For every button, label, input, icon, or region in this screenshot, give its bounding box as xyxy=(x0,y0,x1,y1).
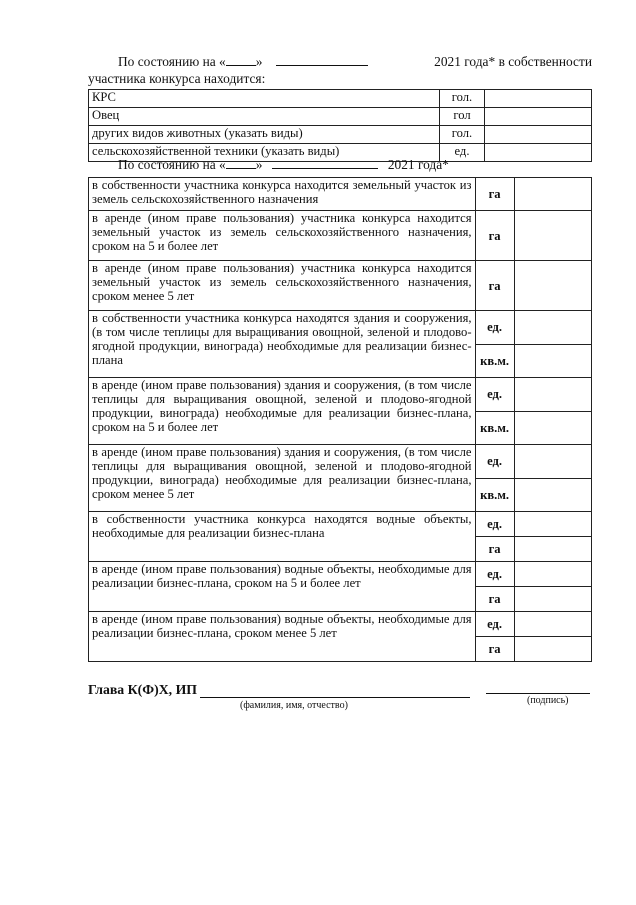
unit-label: кв.м. xyxy=(480,353,510,368)
property-desc-text: в аренде (ином праве пользования) здания и сооружения, (в том числе теплицы для выращивания овощной, зеленой и плодово-ягодной продукции, винограда) необходимые для реализации бизнес-плана, сроком на 5 и более лет xyxy=(92,378,472,434)
livestock-row xyxy=(89,126,592,144)
property-desc-text: в собственности участника конкурса находится земельный участок из земель сельскохозяйственного назначения xyxy=(92,178,472,206)
property-unit xyxy=(475,211,514,261)
signature-line xyxy=(486,693,590,694)
intro-mid: » xyxy=(255,54,263,69)
unit-label: ед. xyxy=(476,612,514,637)
property-desc xyxy=(89,261,476,311)
livestock-desc: Овец xyxy=(89,108,440,126)
unit-label: га xyxy=(488,187,501,201)
unit-label: ед. xyxy=(476,378,514,412)
property-desc-text: в собственности участника конкурса находятся здания и сооружения, (в том числе теплицы для выращивания овощной, зеленой и плодово-ягодной продукции, винограда) необходимые для реализации бизнес-плана xyxy=(92,311,472,367)
livestock-value-cell[interactable] xyxy=(485,126,592,144)
signature-label: Глава К(Ф)Х, ИП xyxy=(88,682,198,697)
property-unit xyxy=(475,311,514,378)
property-value-cell[interactable] xyxy=(514,261,591,311)
property-unit xyxy=(475,612,514,662)
property-desc-text: в аренде (ином праве пользования) здания и сооружения, (в том числе теплицы для выращивания овощной, зеленой и плодово-ягодной продукции, винограда) необходимые для реализации бизнес-плана, сроком менее 5 лет xyxy=(92,445,472,501)
livestock-value-cell[interactable] xyxy=(485,144,592,162)
property-unit xyxy=(475,378,514,445)
intro-line2: участника конкурса находится: xyxy=(88,71,266,86)
second-year: 2021 года* xyxy=(387,157,449,172)
unit-label: га xyxy=(488,592,501,606)
property-unit xyxy=(475,562,514,612)
property-desc-text: в собственности участника конкурса находятся водные объекты, необходимые для реализации бизнес-плана xyxy=(92,512,472,540)
property-row xyxy=(89,261,592,311)
unit-label: ед. xyxy=(476,311,514,345)
livestock-unit: гол. xyxy=(440,126,485,144)
property-desc xyxy=(89,311,476,378)
property-row xyxy=(89,378,592,445)
livestock-unit: гол xyxy=(440,108,485,126)
property-value-cell[interactable] xyxy=(514,612,591,662)
property-value-cell[interactable] xyxy=(514,211,591,261)
unit-label: га xyxy=(488,278,501,293)
unit-label: ед. xyxy=(476,512,514,537)
property-desc xyxy=(89,445,476,512)
property-desc xyxy=(89,178,476,211)
second-prefix: По состоянию на « xyxy=(118,157,226,172)
property-value-cell[interactable] xyxy=(514,562,591,612)
livestock-unit: ед. xyxy=(440,144,485,162)
livestock-row xyxy=(89,90,592,108)
livestock-row xyxy=(89,108,592,126)
second-mid: » xyxy=(255,157,263,172)
day-blank xyxy=(226,53,256,66)
unit-label: кв.м. xyxy=(480,487,510,502)
livestock-desc: других видов животных (указать виды) xyxy=(89,126,440,144)
unit-label: ед. xyxy=(476,445,514,479)
property-unit xyxy=(475,512,514,562)
property-desc xyxy=(89,612,476,662)
property-value-cell[interactable] xyxy=(514,311,591,378)
property-table xyxy=(88,177,592,662)
property-row xyxy=(89,512,592,562)
property-desc xyxy=(89,562,476,612)
unit-label: га xyxy=(488,542,501,556)
property-row xyxy=(89,612,592,662)
property-row xyxy=(89,178,592,211)
name-caption: (фамилия, имя, отчество) xyxy=(240,700,348,711)
property-desc xyxy=(89,512,476,562)
property-row xyxy=(89,211,592,261)
property-desc-text: в аренде (ином праве пользования) участника конкурса находится земельный участок из земель сельскохозяйственного назначения, сроком на 5 и более лет xyxy=(92,211,472,253)
property-unit xyxy=(475,261,514,311)
property-row xyxy=(89,445,592,512)
property-desc-text: в аренде (ином праве пользования) водные объекты, необходимые для реализации бизнес-плана, сроком менее 5 лет xyxy=(92,612,472,640)
unit-label: га xyxy=(488,228,501,243)
property-desc xyxy=(89,211,476,261)
signature-caption: (подпись) xyxy=(527,695,569,706)
property-unit xyxy=(475,178,514,211)
property-row xyxy=(89,311,592,378)
property-value-cell[interactable] xyxy=(514,178,591,211)
livestock-unit: гол. xyxy=(440,90,485,108)
intro-prefix: По состоянию на « xyxy=(118,54,226,69)
intro-paragraph xyxy=(88,53,592,87)
property-desc xyxy=(89,378,476,445)
property-value-cell[interactable] xyxy=(514,378,591,445)
unit-label: кв.м. xyxy=(480,420,510,435)
day-blank-2 xyxy=(226,156,256,169)
property-desc-text: в аренде (ином праве пользования) водные объекты, необходимые для реализации бизнес-плана, сроком на 5 и более лет xyxy=(92,562,472,590)
livestock-value-cell[interactable] xyxy=(485,90,592,108)
month-blank xyxy=(276,53,368,66)
property-row xyxy=(89,562,592,612)
intro-tail: в собственности xyxy=(498,54,592,69)
livestock-table xyxy=(88,89,592,162)
intro-year: 2021 года* xyxy=(434,54,496,69)
property-unit xyxy=(475,445,514,512)
property-desc-text: в аренде (ином праве пользования) участника конкурса находится земельный участок из земель сельскохозяйственного назначения, сроком менее 5 лет xyxy=(92,261,472,303)
month-blank-2 xyxy=(272,156,378,169)
unit-label: ед. xyxy=(476,562,514,587)
property-value-cell[interactable] xyxy=(514,512,591,562)
unit-label: га xyxy=(488,642,501,656)
livestock-value-cell[interactable] xyxy=(485,108,592,126)
property-value-cell[interactable] xyxy=(514,445,591,512)
livestock-desc: сельскохозяйственной техники (указать виды) xyxy=(89,144,440,162)
name-line xyxy=(200,697,470,698)
second-heading xyxy=(118,156,449,173)
livestock-desc: КРС xyxy=(89,90,440,108)
